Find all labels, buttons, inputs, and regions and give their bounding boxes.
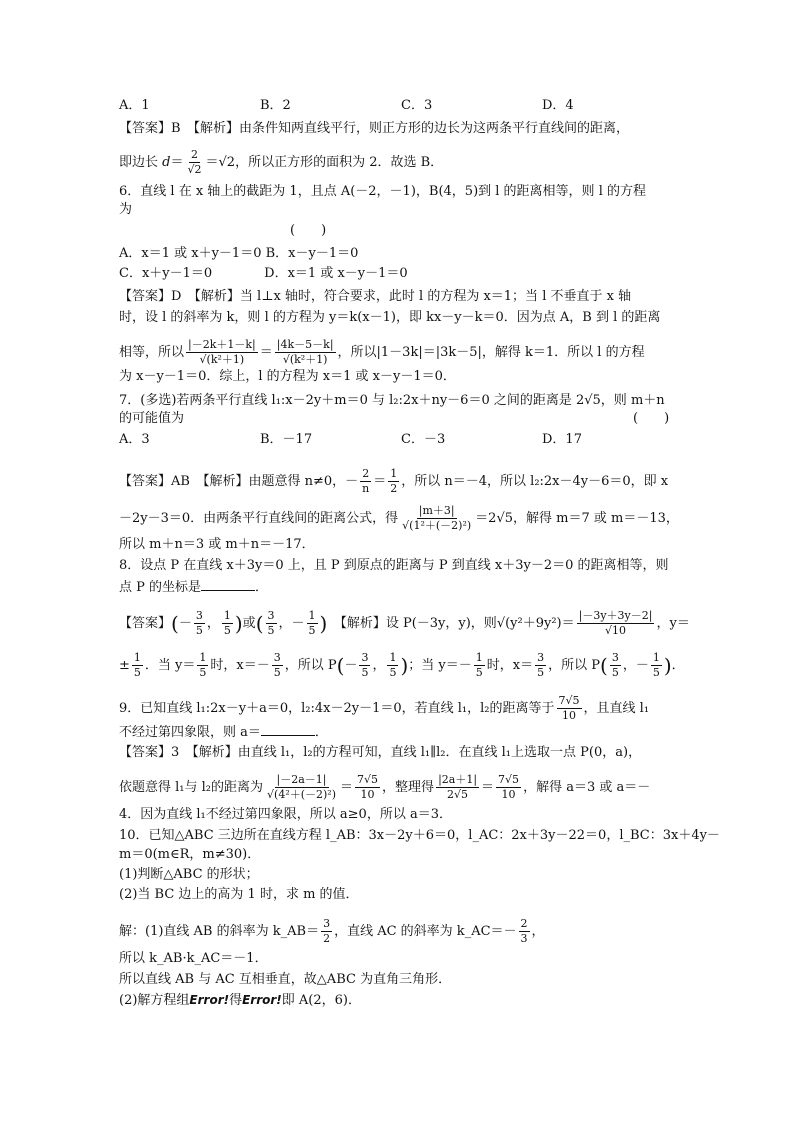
fraction: $\frac{|4k-5-k|}{\text{√(k²＋1)}}$ — [276, 338, 334, 366]
q7-answer-line1: 【答案】AB 【解析】由题意得 n≠0，－ $\frac{2}{n}$ ＝ $\frac{1}{2}$ ，所以 n＝－4，所以 l₂:2x－4y－6＝0，即 x — [119, 467, 669, 495]
q8-stem-text: 点 P 的坐标是 — [119, 580, 202, 595]
q8-ans-label: 【答案】 — [119, 616, 172, 631]
fraction: $\frac{7√5}{10}$ — [558, 694, 580, 722]
fraction: $\frac{3}{5}$ — [361, 651, 369, 679]
q7-ans-text4: ＝2√5，解得 m＝7 或 m＝－13， — [475, 511, 679, 526]
q9-ans-text3: ，解得 a＝3 或 a＝－ — [523, 780, 651, 795]
q5-ans-text: 即边长 — [119, 155, 163, 170]
q5-option-d: D．4 — [542, 98, 574, 113]
fraction: $\frac{3}{2}$ — [323, 917, 331, 945]
q10-solution-line2: 所以 k_AB·k_AC＝－1． — [119, 951, 268, 966]
q5-answer-line1: 【答案】B 【解析】由条件知两直线平行，则正方形的边长为这两条平行直线间的距离， — [119, 121, 630, 136]
fraction: $\frac{3}{5}$ — [537, 651, 545, 679]
fraction: $\frac{3}{5}$ — [611, 651, 619, 679]
q7-answer-line2 — [119, 504, 679, 533]
q9-stem-text3: 不经过第四象限，则 a＝ — [119, 725, 261, 740]
q9-stem-text2: ，且直线 l₁ — [583, 701, 650, 716]
q8-stem-line2: 点 P 的坐标是 ． — [119, 577, 268, 597]
error-placeholder: Error! — [189, 993, 230, 1007]
q10-sub1: (1)判断△ABC 的形状； — [119, 867, 259, 882]
q7-answer-paren: ( ) — [633, 411, 670, 426]
q7-stem-line2 — [119, 410, 670, 428]
q10-solution-line1: 解：(1)直线 AB 的斜率为 k_AB＝ $\frac{3}{2}$ ，直线 AC 的斜率为 k_AC＝－ $\frac{2}{3}$ ， — [119, 917, 545, 945]
q7-option-a: A．3 — [119, 432, 150, 447]
q8-answer-line2: ± $\frac{1}{5}$ ．当 y＝ $\frac{1}{5}$ 时，x＝－ $\frac{3}{5}$ ，所以 P(－ $\frac{3}{5}$ ， $\frac{1}{5}$ )；当 y＝－ $\frac{1}{5}$ 时，x＝ $\frac{3}{5}$ ，所以 P( $\frac{3}{5}$ ，－ $\frac{1}{5}$ )． — [119, 651, 685, 679]
q10-solution-line3: 所以直线 AB 与 AC 互相垂直，故△ABC 为直角三角形． — [119, 972, 452, 987]
q10-sub2: (2)当 BC 边上的高为 1 时，求 m 的值． — [119, 887, 359, 902]
fraction: $\frac{7√5}{10}$ — [498, 773, 520, 801]
q6-stem-line2: 为 — [119, 202, 133, 217]
fraction: $\frac{1}{5}$ — [223, 609, 231, 637]
fraction: $\frac{3}{5}$ — [195, 609, 203, 637]
fraction: $\frac{2}{√2}$ — [187, 148, 202, 176]
answer-blank — [261, 722, 315, 736]
fraction: $\frac{1}{2}$ — [390, 467, 398, 495]
fraction: $\frac{1}{5}$ — [133, 651, 141, 679]
q6-answer-line3: 相等，所以 $\frac{|-2k+1-k|}{\text{√(k²＋1)}}$ ＝ $\frac{|4k-5-k|}{\text{√(k²＋1)}}$ ，所以|1－3k|＝|3k－5|，解得 k＝1．所以 l 的方程 — [119, 338, 645, 366]
q7-stem-text: 的可能值为 — [119, 411, 185, 426]
q9-stem-line2: 不经过第四象限，则 a＝ ． — [119, 722, 328, 742]
q8-ans-text: 【解析】设 P(－3y，y)，则 — [327, 616, 497, 631]
q7-ans-text3: －2y－3＝0．由两条平行直线间的距离公式，得 — [119, 511, 399, 526]
fraction: $\frac{1}{5}$ — [652, 651, 660, 679]
q6-options-ab: A．x＝1 或 x＋y－1＝0 B．x－y－1＝0 — [119, 246, 359, 261]
q8-answer-line1: 【答案】(－ $\frac{3}{5}$ ， $\frac{1}{5}$ )或( $\frac{3}{5}$ ，－ $\frac{1}{5}$ ) 【解析】设 P(－3y，y)，则√(y²＋9y²)＝ $\frac{|-3y+3y-2|}{√10}$ ，y＝ — [119, 609, 690, 637]
q7-option-c: C．－3 — [401, 432, 446, 447]
q8-ans-text2: ，y＝ — [656, 616, 690, 631]
q7-option-d: D．17 — [542, 432, 582, 447]
q6-answer-line4: 为 x－y－1＝0．综上，l 的方程为 x＝1 或 x－y－1＝0． — [119, 369, 456, 384]
q7-stem-line1: 7．(多选)若两条平行直线 l₁:x－2y＋m＝0 与 l₂:2x＋ny－6＝0 之间的距离是 2√5，则 m＋n — [119, 393, 665, 408]
q5-answer-line2: 即边长 d＝ $\frac{2}{√2}$ ＝√2，所以正方形的面积为 2．故选 B． — [119, 148, 444, 176]
q5-option-a: A．1 — [119, 98, 150, 113]
fraction: $\frac{2}{3}$ — [520, 917, 528, 945]
q6-answer-line2: 时，设 l 的斜率为 k，则 l 的方程为 y＝k(x－1)，即 kx－y－k＝0．因为点 A，B 到 l 的距离 — [119, 310, 661, 325]
q9-ans-text2: ，整理得 — [382, 780, 435, 795]
q6-ans-text2: ，所以|1－3k|＝|3k－5|，解得 k＝1．所以 l 的方程 — [337, 345, 645, 360]
fraction: $\frac{|-2a-1|}{\text{√(4²＋(－2)²)}}$ — [267, 773, 337, 801]
q5-option-c: C．3 — [401, 98, 433, 113]
answer-blank — [201, 577, 255, 591]
fraction: $\frac{7√5}{10}$ — [357, 773, 379, 801]
q10-solution-line4 — [119, 991, 361, 1010]
fraction: $\frac{3}{5}$ — [273, 651, 281, 679]
q7-ans-text2: ，所以 n＝－4，所以 l₂:2x－4y－6＝0，即 x — [401, 474, 669, 489]
q10-sol-text3: (2)解方程组 — [119, 993, 190, 1008]
q9-stem-text: 9．已知直线 l₁:2x－y＋a＝0，l₂:4x－2y－1＝0，若直线 l₁，l₂的距离等于 — [119, 701, 555, 716]
q10-stem-line1: 10．已知△ABC 三边所在直线方程 l_AB：3x－2y＋6＝0，l_AC：2x＋3y－22＝0，l_BC：3x＋4y－ — [119, 828, 720, 843]
fraction: $\frac{1}{5}$ — [308, 609, 316, 637]
fraction: $\frac{|-2k+1-k|}{\text{√(k²＋1)}}$ — [188, 338, 256, 366]
q6-answer-paren: ( ) — [290, 223, 327, 238]
fraction: $\frac{1}{5}$ — [475, 651, 483, 679]
q9-answer-line2: 依题意得 l₁与 l₂的距离为 $\frac{|-2a-1|}{\text{√(4²＋(－2)²)}}$ ＝ $\frac{7√5}{10}$ ，整理得 $\frac{|2a+1|}{2√5}$ ＝ $\frac{7√5}{10}$ ，解得 a＝3 或 a＝－ — [119, 773, 651, 801]
q7-answer-line3: 所以 m＋n＝3 或 m＋n＝－17． — [119, 537, 315, 552]
error-placeholder: Error! — [242, 993, 282, 1007]
q9-answer-line3: 4．因为直线 l₁不经过第四象限，所以 a≥0，所以 a＝3． — [119, 807, 452, 822]
fraction: $\frac{|2a+1|}{2√5}$ — [438, 773, 478, 801]
q5-option-b: B．2 — [260, 98, 291, 113]
q5-options — [119, 97, 683, 115]
q9-ans-text: 依题意得 l₁与 l₂的距离为 — [119, 780, 264, 795]
q7-option-b: B．－17 — [260, 432, 313, 447]
q6-answer-line1: 【答案】D 【解析】当 l⊥x 轴时，符合要求，此时 l 的方程为 x＝1；当 l 不垂直于 x 轴 — [119, 289, 632, 304]
q7-options — [119, 431, 683, 449]
q9-stem-line1 — [119, 694, 649, 723]
q9-answer-line1: 【答案】3 【解析】由直线 l₁，l₂的方程可知，直线 l₁∥l₂．在直线 l₁上选取一点 P(0，a)， — [119, 745, 642, 760]
q10-sol-text: 解：(1)直线 AB 的斜率为 k_AB＝ — [119, 924, 320, 939]
q6-ans-text: 相等，所以 — [119, 345, 185, 360]
fraction: $\frac{1}{5}$ — [199, 651, 207, 679]
fraction: $\frac{|-3y+3y-2|}{√10}$ — [578, 609, 653, 637]
q10-sol-text4: 得 — [229, 993, 243, 1008]
fraction: $\frac{3}{5}$ — [267, 609, 275, 637]
q6-stem-line1: 6．直线 l 在 x 轴上的截距为 1，且点 A(－2，－1)，B(4，5)到 l 的距离相等，则 l 的方程 — [119, 184, 646, 199]
q10-stem-line2: m＝0(m∈R，m≠30)． — [119, 847, 261, 862]
fraction: $\frac{|m+3|}{\text{√(1²＋(－2)²)}}$ — [402, 504, 472, 532]
q6-options-cd: C．x＋y－1＝0 D．x＝1 或 x－y－1＝0 — [119, 266, 408, 281]
q5-ans-text2: ，所以正方形的面积为 2．故选 B． — [235, 155, 444, 170]
fraction: $\frac{2}{n}$ — [362, 467, 370, 495]
q10-sol-text5: 即 A(2，6)． — [281, 993, 361, 1008]
q7-ans-text: 【答案】AB 【解析】由题意得 n≠0， — [119, 474, 346, 489]
q10-sol-text2: ，直线 AC 的斜率为 k_AC＝－ — [334, 924, 517, 939]
fraction: $\frac{1}{5}$ — [389, 651, 397, 679]
q8-stem-line1: 8．设点 P 在直线 x＋3y＝0 上，且 P 到原点的距离与 P 到直线 x＋3y－2＝0 的距离相等，则 — [119, 558, 669, 573]
